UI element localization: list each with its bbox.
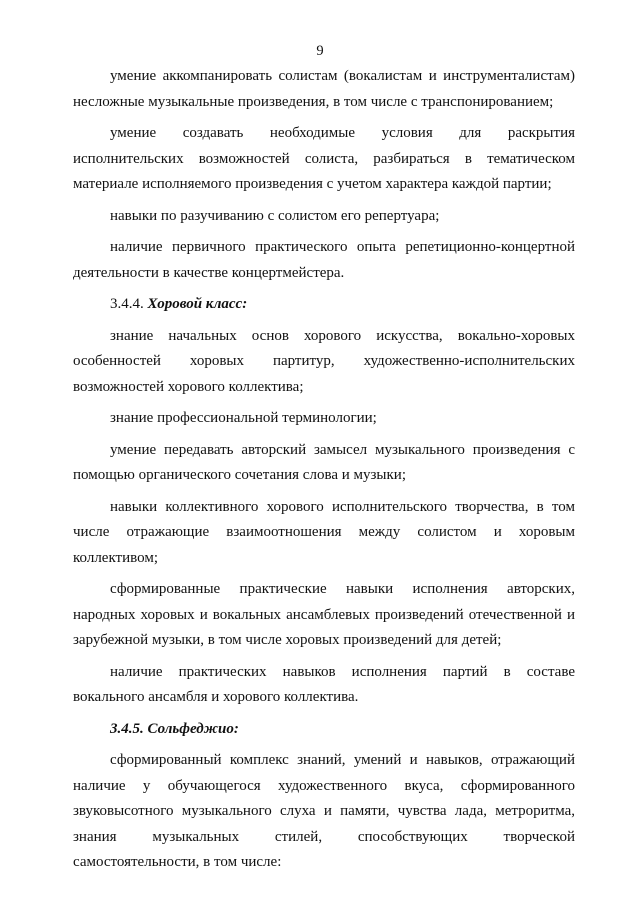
paragraph-performance-skills: сформированные практические навыки исполнения авторских, народных хоровых и вокальных ансамблевых произведений отечественной и зарубежной музыки, в том числе хоровых произведений для детей;	[73, 581, 575, 648]
paragraph-terminology: знание профессиональной терминологии;	[110, 410, 377, 426]
section-heading-choir	[73, 292, 575, 318]
section-title-choir: Хоровой класс:	[147, 296, 248, 312]
paragraph-author-intent: умение передавать авторский замысел музыкального произведения с помощью органического сочетания слова и музыки;	[73, 441, 575, 483]
paragraph-accompany-soloists: умение аккомпанировать солистам (вокалистам и инструменталистам) несложные музыкальные произведения, в том числе с транспонированием;	[73, 68, 575, 110]
paragraph-collective-skills: навыки коллективного хорового исполнительского творчества, в том числе отражающие взаимоотношения между солистом и хоровым коллективом;	[73, 498, 575, 566]
accompaniment-skills-block	[73, 64, 575, 876]
paragraph-solfeggio-complex: сформированный комплекс знаний, умений и навыков, отражающий наличие у обучающегося художественного вкуса, сформированного звуковысотного музыкального слуха и памяти, чувства лада, метроритма, знания музыкальных стилей, способствующих творческой самостоятельности, в том числе:	[73, 752, 575, 870]
paragraph-concertmaster-experience: наличие первичного практического опыта репетиционно-концертной деятельности в качестве концертмейстера.	[73, 239, 575, 281]
paragraph-choral-foundations: знание начальных основ хорового искусства, вокально-хоровых особенностей хоровых партитур, художественно-исполнительских возможностей хорового коллектива;	[73, 327, 575, 395]
section-number-choir: 3.4.4.	[110, 296, 144, 312]
section-title-solfeggio: 3.4.5. Сольфеджио:	[110, 720, 239, 737]
paragraph-soloist-conditions: умение создавать необходимые условия для раскрытия исполнительских возможностей солиста, разбираться в тематическом материале исполняемого произведения с учетом характера каждой партии;	[73, 125, 575, 192]
page-number: 9	[316, 43, 324, 59]
paragraph-ensemble-parts: наличие практических навыков исполнения партий в составе вокального ансамбля и хорового коллектива.	[73, 663, 575, 705]
paragraph-repertoire-skills: навыки по разучиванию с солистом его репертуара;	[110, 207, 440, 224]
section-heading-solfeggio	[73, 717, 575, 743]
